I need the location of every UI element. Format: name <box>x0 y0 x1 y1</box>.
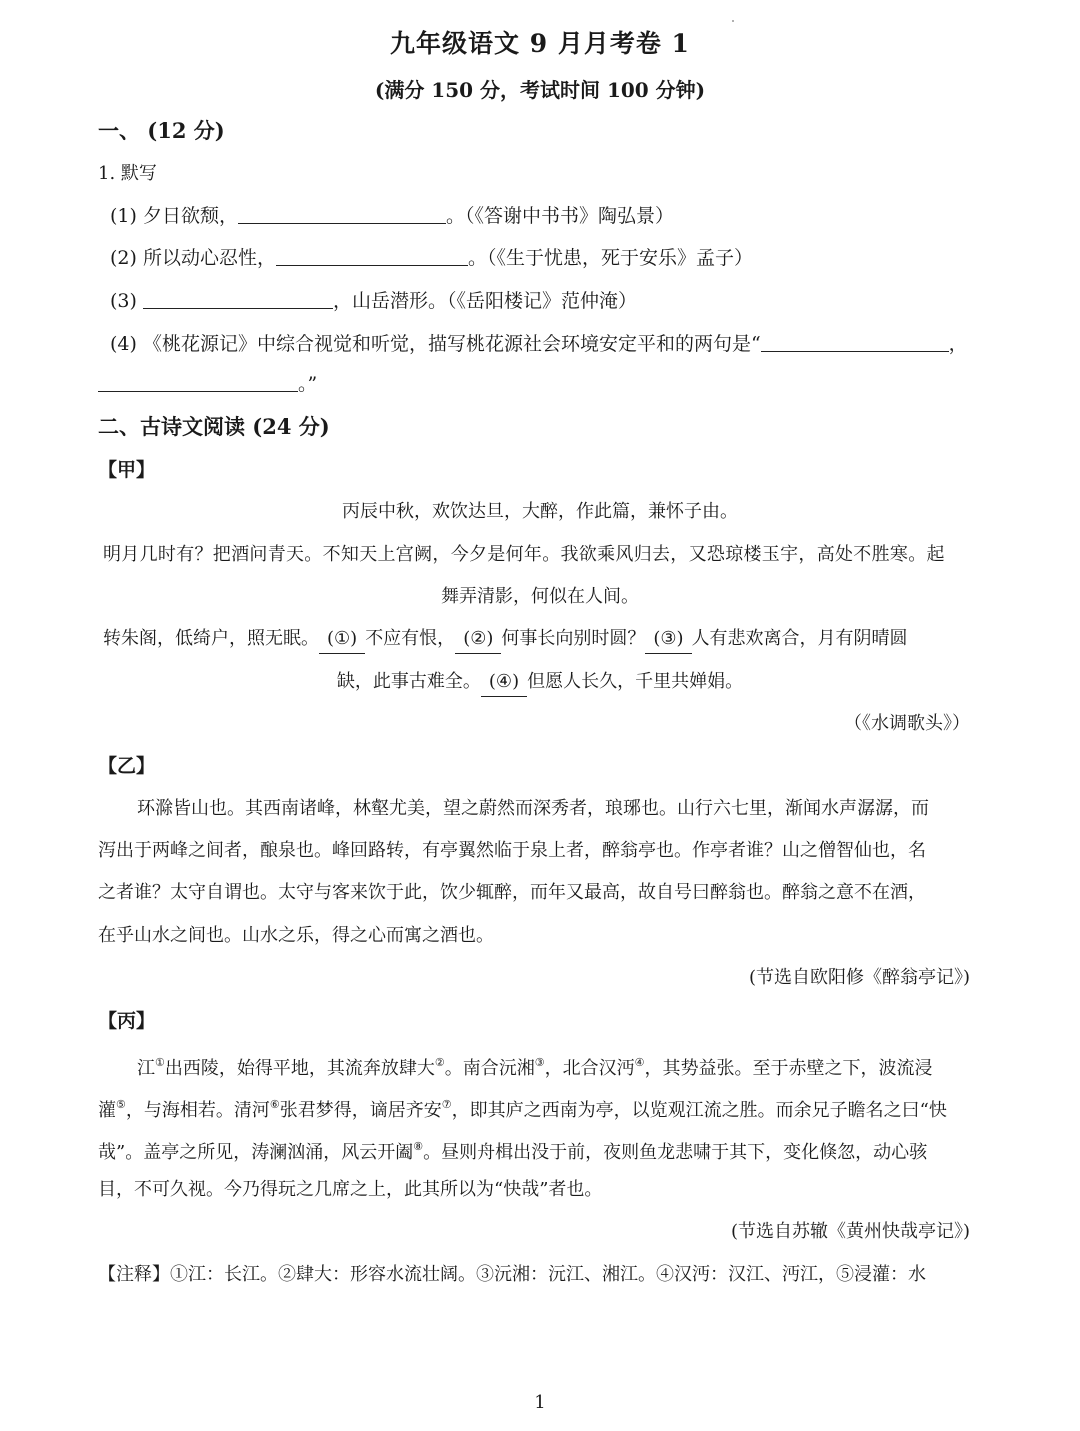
passage-yi-label: 【乙】 <box>98 755 156 777</box>
passage-bing-label: 【丙】 <box>98 1010 156 1032</box>
answer-blank[interactable] <box>238 205 446 224</box>
q1-item-2 <box>110 244 753 272</box>
answer-blank[interactable] <box>761 333 949 352</box>
passage-text: ，与海相若。清河 <box>125 1100 270 1121</box>
poem-text: 何事长向别时圆？ <box>501 628 646 649</box>
passage-yi-line: 环滁皆山也。其西南诸峰，林壑尤美，望之蔚然而深秀者，琅琊也。山行六七里，渐闻水声潺潺，而 <box>137 798 929 819</box>
page-number: 1 <box>534 1392 546 1413</box>
q1-item-2-pre: (2) 所以动心忍性， <box>110 247 276 269</box>
passage-yi-source: (节选自欧阳修《醉翁亭记》) <box>748 967 970 988</box>
answer-blank[interactable] <box>98 373 298 392</box>
poem-line-1: 明月几时有？把酒问青天。不知天上宫阙，今夕是何年。我欲乘风归去，又恐琼楼玉宇，高处不胜寒。起 <box>103 544 945 565</box>
q1-item-4 <box>110 330 968 358</box>
passage-text: ，其势益张。至于赤壁之下，波流浸 <box>644 1058 933 1079</box>
footnote-mark: ③ <box>534 1056 545 1069</box>
poem-text: 人有悲欢离合，月有阴晴圆 <box>691 628 908 649</box>
passage-text: 张君梦得，谪居齐安 <box>279 1100 442 1121</box>
q1-item-1-pre: (1) 夕日欲颓， <box>110 205 238 227</box>
footnote-mark: ⑦ <box>441 1098 452 1111</box>
passage-text: 哉”。盖亭之所见，涛澜汹涌，风云开阖 <box>98 1142 414 1163</box>
poem-blank-3: (③) <box>645 625 691 654</box>
poem-blank-2: (②) <box>455 625 501 654</box>
q1-item-4-cont-post: 。” <box>298 373 318 395</box>
footnote-mark: ① <box>155 1056 165 1069</box>
footnote-mark: ⑧ <box>413 1140 424 1153</box>
poem-preface: 丙辰中秋，欢饮达旦，大醉，作此篇，兼怀子由。 <box>342 501 738 522</box>
annotation-notes: 【注释】①江：长江。②肆大：形容水流壮阔。③沅湘：沅江、湘江。④汉沔：汉江、沔江，⑤浸灌：水 <box>98 1264 926 1285</box>
page-subtitle: (满分 150 分，考试时间 100 分钟) <box>374 78 706 102</box>
poem-line-2: 舞弄清影，何似在人间。 <box>441 586 639 607</box>
passage-bing-line: 目，不可久视。今乃得玩之几席之上，此其所以为“快哉”者也。 <box>98 1179 603 1200</box>
passage-yi-line: 在乎山水之间也。山水之乐，得之心而寓之酒也。 <box>98 925 494 946</box>
passage-text: 灌 <box>98 1100 116 1121</box>
passage-bing-source: (节选自苏辙《黄州快哉亭记》) <box>730 1221 970 1242</box>
q1-item-3-post: ，山岳潜形。（《岳阳楼记》范仲淹） <box>332 290 637 312</box>
footnote-mark: ⑤ <box>116 1098 126 1111</box>
answer-blank[interactable] <box>143 290 333 309</box>
passage-yi-line: 泻出于两峰之间者，酿泉也。峰回路转，有亭翼然临于泉上者，醉翁亭也。作亭者谁？山之僧智仙也，名 <box>98 840 926 861</box>
q1-item-2-post: 。（《生于忧患，死于安乐》孟子） <box>467 247 753 269</box>
scan-speck <box>732 20 734 22</box>
passage-text: ，即其庐之西南为亭，以览观江流之胜。而余兄子瞻名之曰“快 <box>451 1100 947 1121</box>
poem-source: （《水调歌头》） <box>844 713 970 734</box>
passage-yi-line: 之者谁？太守自谓也。太守与客来饮于此，饮少辄醉，而年又最高，故自号曰醉翁也。醉翁之意不在酒， <box>98 882 926 903</box>
poem-text: 但愿人长久，千里共婵娟。 <box>527 671 744 692</box>
footnote-mark: ④ <box>634 1056 645 1069</box>
passage-text: 。昼则舟楫出没于前，夜则鱼龙悲啸于其下，变化倏忽，动心骇 <box>423 1142 928 1163</box>
poem-text: 不应有恨， <box>365 628 456 649</box>
q1-label: 1. 默写 <box>98 163 157 184</box>
poem-blank-4: (④) <box>481 668 527 697</box>
passage-text: ，北合汉沔 <box>544 1058 635 1079</box>
q1-item-1 <box>110 202 674 230</box>
poem-text: 转朱阁，低绮户，照无眠。 <box>103 628 319 649</box>
poem-line-4 <box>0 668 1080 697</box>
q1-item-1-post: 。（《答谢中书书》陶弘景） <box>445 205 674 227</box>
poem-text: 缺，此事古难全。 <box>336 671 481 692</box>
passage-jia-label: 【甲】 <box>98 459 156 481</box>
footnote-mark: ⑥ <box>269 1098 280 1111</box>
poem-blank-1: (①) <box>319 625 365 654</box>
footnote-mark: ② <box>434 1056 445 1069</box>
answer-blank[interactable] <box>276 247 468 266</box>
page-title: 九年级语文 9 月月考卷 1 <box>390 29 690 58</box>
q1-item-3-pre: (3) <box>110 290 143 312</box>
passage-bing-line <box>98 1091 947 1125</box>
q1-item-4-pre: (4) 《桃花源记》中综合视觉和听觉，描写桃花源社会环境安定平和的两句是“ <box>110 333 761 355</box>
passage-text: 。南合沅湘 <box>444 1058 535 1079</box>
section2-heading: 二、古诗文阅读 (24 分) <box>98 414 330 439</box>
passage-bing-line <box>137 1049 933 1083</box>
q1-item-4-post: ， <box>948 333 968 355</box>
section1-heading: 一、 (12 分) <box>98 118 225 143</box>
passage-text: 出西陵，始得平地，其流奔放肆大 <box>164 1058 435 1079</box>
passage-bing-line <box>98 1133 927 1167</box>
q1-item-4-continued <box>98 370 317 398</box>
poem-line-3 <box>103 625 908 654</box>
q1-item-3 <box>110 287 637 315</box>
passage-text: 江 <box>137 1058 155 1079</box>
